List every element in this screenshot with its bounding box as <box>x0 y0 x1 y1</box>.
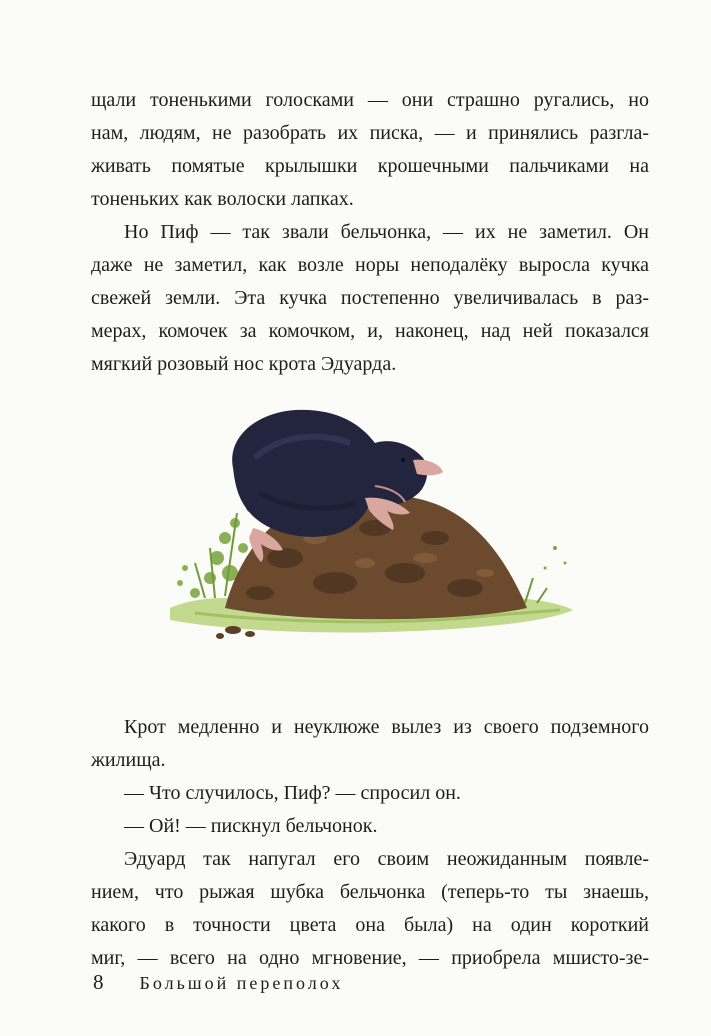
paragraph-6 <box>91 843 649 975</box>
text-line: мягкий розовый нос крота Эдуарда. <box>91 353 397 375</box>
bottom-text-block <box>91 711 649 975</box>
mole-eye <box>401 458 405 462</box>
text-line: какого в точности цвета она была) на один короткий <box>91 914 649 936</box>
paint-speckles <box>544 546 567 570</box>
running-title: Большой переполох <box>139 973 344 993</box>
text-line: живать помятые крылышки крошечными пальчиками на <box>91 155 649 177</box>
mole-illustration <box>165 398 575 668</box>
paragraph-3 <box>91 711 649 777</box>
text-line: Эдуард так напугал его своим неожиданным появле- <box>124 848 649 870</box>
paragraph-4 <box>91 777 649 810</box>
text-line: нам, людям, не разобрать их писка, — и принялись разгла- <box>91 122 649 144</box>
paragraph-5 <box>91 810 649 843</box>
page-footer <box>93 970 343 995</box>
text-line: жилища. <box>91 749 166 771</box>
text-line: тоненьких как волоски лапках. <box>91 188 354 210</box>
text-line: — Ой! — пискнул бельчонок. <box>124 815 378 837</box>
text-line: щали тоненькими голосками — они страшно ругались, но <box>91 89 649 111</box>
page-number: 8 <box>93 970 104 994</box>
text-line: свежей земли. Эта кучка постепенно увеличивалась в раз- <box>91 287 649 309</box>
text-line: нием, что рыжая шубка бельчонка (теперь-то ты знаешь, <box>91 881 649 903</box>
paragraph-1 <box>91 84 649 216</box>
text-line: миг, — всего на одно мгновение, — приобрела мшисто-зе- <box>91 947 649 969</box>
text-line: Крот медленно и неуклюже вылез из своего подземного <box>124 716 649 738</box>
mole-snout <box>413 460 443 476</box>
text-line: Но Пиф — так звали бельчонка, — их не заметил. Он <box>124 221 649 243</box>
text-line: мерах, комочек за комочком, и, наконец, над ней показался <box>91 320 649 342</box>
text-line: — Что случилось, Пиф? — спросил он. <box>124 782 461 804</box>
paragraph-2 <box>91 216 649 381</box>
top-text-block <box>91 84 649 381</box>
text-line: даже не заметил, как возле норы неподалёку выросла кучка <box>91 254 649 276</box>
